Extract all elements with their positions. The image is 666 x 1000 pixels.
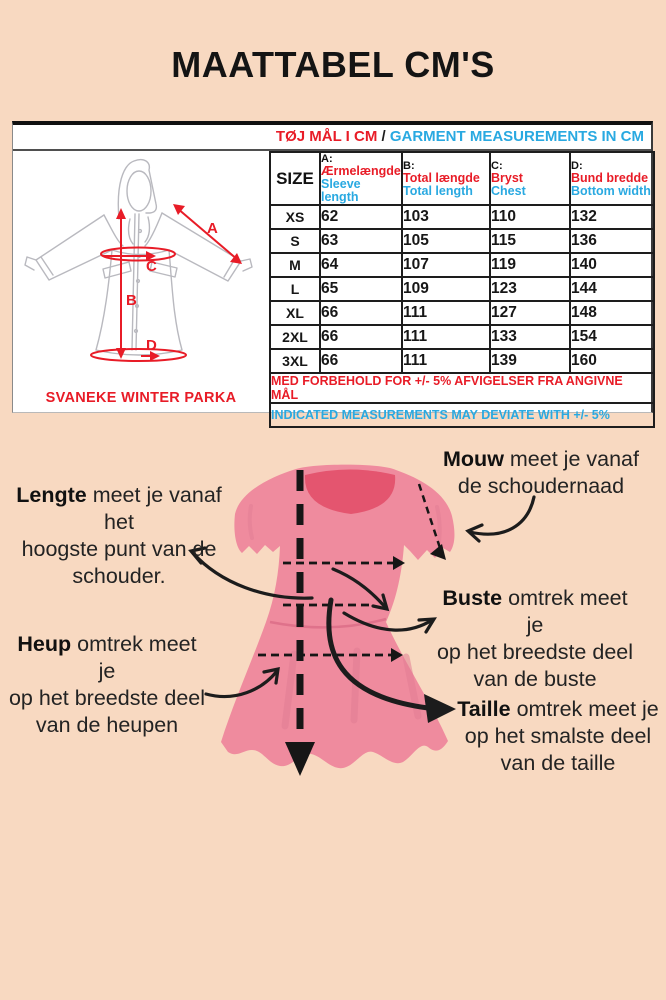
- size-column-header: SIZE: [270, 152, 320, 205]
- value-cell: 65: [320, 277, 402, 301]
- annotation-line: Buste omtrek meet je: [442, 586, 628, 637]
- tolerance-note-danish: MED FORBEHOLD FOR +/- 5% AFVIGELSER FRA ANGIVNE MÅL: [270, 373, 654, 403]
- size-cell: 3XL: [270, 349, 320, 373]
- page-title: MAATTABEL CM'S: [171, 44, 495, 85]
- annotation-line: Lengte meet je vanaf het: [16, 483, 222, 534]
- table-title-separator: /: [377, 128, 390, 145]
- value-cell: 111: [402, 349, 490, 373]
- label-a: A: [207, 220, 218, 237]
- size-table: [269, 151, 655, 428]
- size-cell: S: [270, 229, 320, 253]
- note-row-danish: [270, 373, 654, 403]
- value-cell: 136: [570, 229, 654, 253]
- value-cell: 140: [570, 253, 654, 277]
- annotation-line: de schoudernaad: [457, 474, 625, 498]
- annotation-lengte: [5, 482, 233, 590]
- table-title-english: GARMENT MEASUREMENTS IN CM: [389, 128, 644, 145]
- table-header-row: [270, 152, 654, 205]
- mouw-curved-arrow: [470, 497, 534, 534]
- value-cell: 119: [490, 253, 570, 277]
- value-cell: 132: [570, 205, 654, 229]
- table-row: [270, 325, 654, 349]
- note-row-english: [270, 403, 654, 427]
- value-cell: 133: [490, 325, 570, 349]
- size-cell: 2XL: [270, 325, 320, 349]
- annotation-line: op het breedste deel: [8, 686, 206, 710]
- annotation-line: Mouw meet je vanaf: [443, 447, 639, 471]
- size-cell: M: [270, 253, 320, 277]
- value-cell: 110: [490, 205, 570, 229]
- table-title-danish: TØJ MÅL I CM: [275, 128, 378, 145]
- annotation-line: Heup omtrek meet je: [17, 632, 197, 683]
- annotation-line: schouder.: [72, 564, 166, 588]
- annotation-line: Taille omtrek meet je: [457, 697, 659, 721]
- value-cell: 144: [570, 277, 654, 301]
- label-b: B: [126, 292, 137, 309]
- value-cell: 107: [402, 253, 490, 277]
- table-title: [13, 125, 651, 151]
- value-cell: 103: [402, 205, 490, 229]
- value-cell: 139: [490, 349, 570, 373]
- table-row: [270, 253, 654, 277]
- panel-body: [13, 151, 651, 422]
- value-cell: 105: [402, 229, 490, 253]
- product-name: SVANEKE WINTER PARKA: [45, 390, 237, 406]
- value-cell: 115: [490, 229, 570, 253]
- column-header-d: D: Bund bredde Bottom width: [570, 152, 654, 205]
- value-cell: 127: [490, 301, 570, 325]
- parka-diagram: [13, 151, 269, 411]
- annotation-taille: [455, 696, 661, 777]
- tolerance-note-english: INDICATED MEASUREMENTS MAY DEVIATE WITH +/- 5%: [270, 403, 654, 427]
- value-cell: 64: [320, 253, 402, 277]
- value-cell: 148: [570, 301, 654, 325]
- value-cell: 154: [570, 325, 654, 349]
- column-header-b: B: Total længde Total length: [402, 152, 490, 205]
- label-c: C: [146, 258, 157, 275]
- column-header-a: A: Ærmelængde Sleeve length: [321, 153, 401, 204]
- column-header-c: C: Bryst Chest: [490, 152, 570, 205]
- value-cell: 66: [320, 325, 402, 349]
- size-chart-panel: [12, 121, 653, 422]
- value-cell: 111: [402, 325, 490, 349]
- annotation-line: op het breedste deel: [436, 640, 634, 664]
- value-cell: 111: [402, 301, 490, 325]
- parka-drawing-svg: [19, 153, 269, 368]
- annotation-line: van de heupen: [35, 713, 179, 737]
- annotation-heup: [7, 631, 207, 739]
- annotation-line: van de buste: [473, 667, 597, 691]
- size-cell: XS: [270, 205, 320, 229]
- table-row: [270, 301, 654, 325]
- table-row: [270, 349, 654, 373]
- size-table-wrap: [269, 151, 655, 422]
- value-cell: 160: [570, 349, 654, 373]
- table-row: [270, 229, 654, 253]
- annotation-line: van de taille: [500, 751, 616, 775]
- table-row: [270, 205, 654, 229]
- value-cell: 66: [320, 349, 402, 373]
- label-d: D: [146, 337, 157, 354]
- value-cell: 62: [320, 205, 402, 229]
- value-cell: 66: [320, 301, 402, 325]
- taille-arrowhead: [424, 694, 456, 723]
- size-cell: XL: [270, 301, 320, 325]
- table-row: [270, 277, 654, 301]
- annotation-line: hoogste punt van de: [21, 537, 217, 561]
- size-cell: L: [270, 277, 320, 301]
- value-cell: 63: [320, 229, 402, 253]
- dress-illustration: [221, 465, 454, 769]
- value-cell: 123: [490, 277, 570, 301]
- annotation-buste: [432, 585, 638, 693]
- annotation-line: op het smalste deel: [464, 724, 652, 748]
- parka-outline: [25, 160, 252, 355]
- value-cell: 109: [402, 277, 490, 301]
- annotation-mouw: [441, 446, 641, 500]
